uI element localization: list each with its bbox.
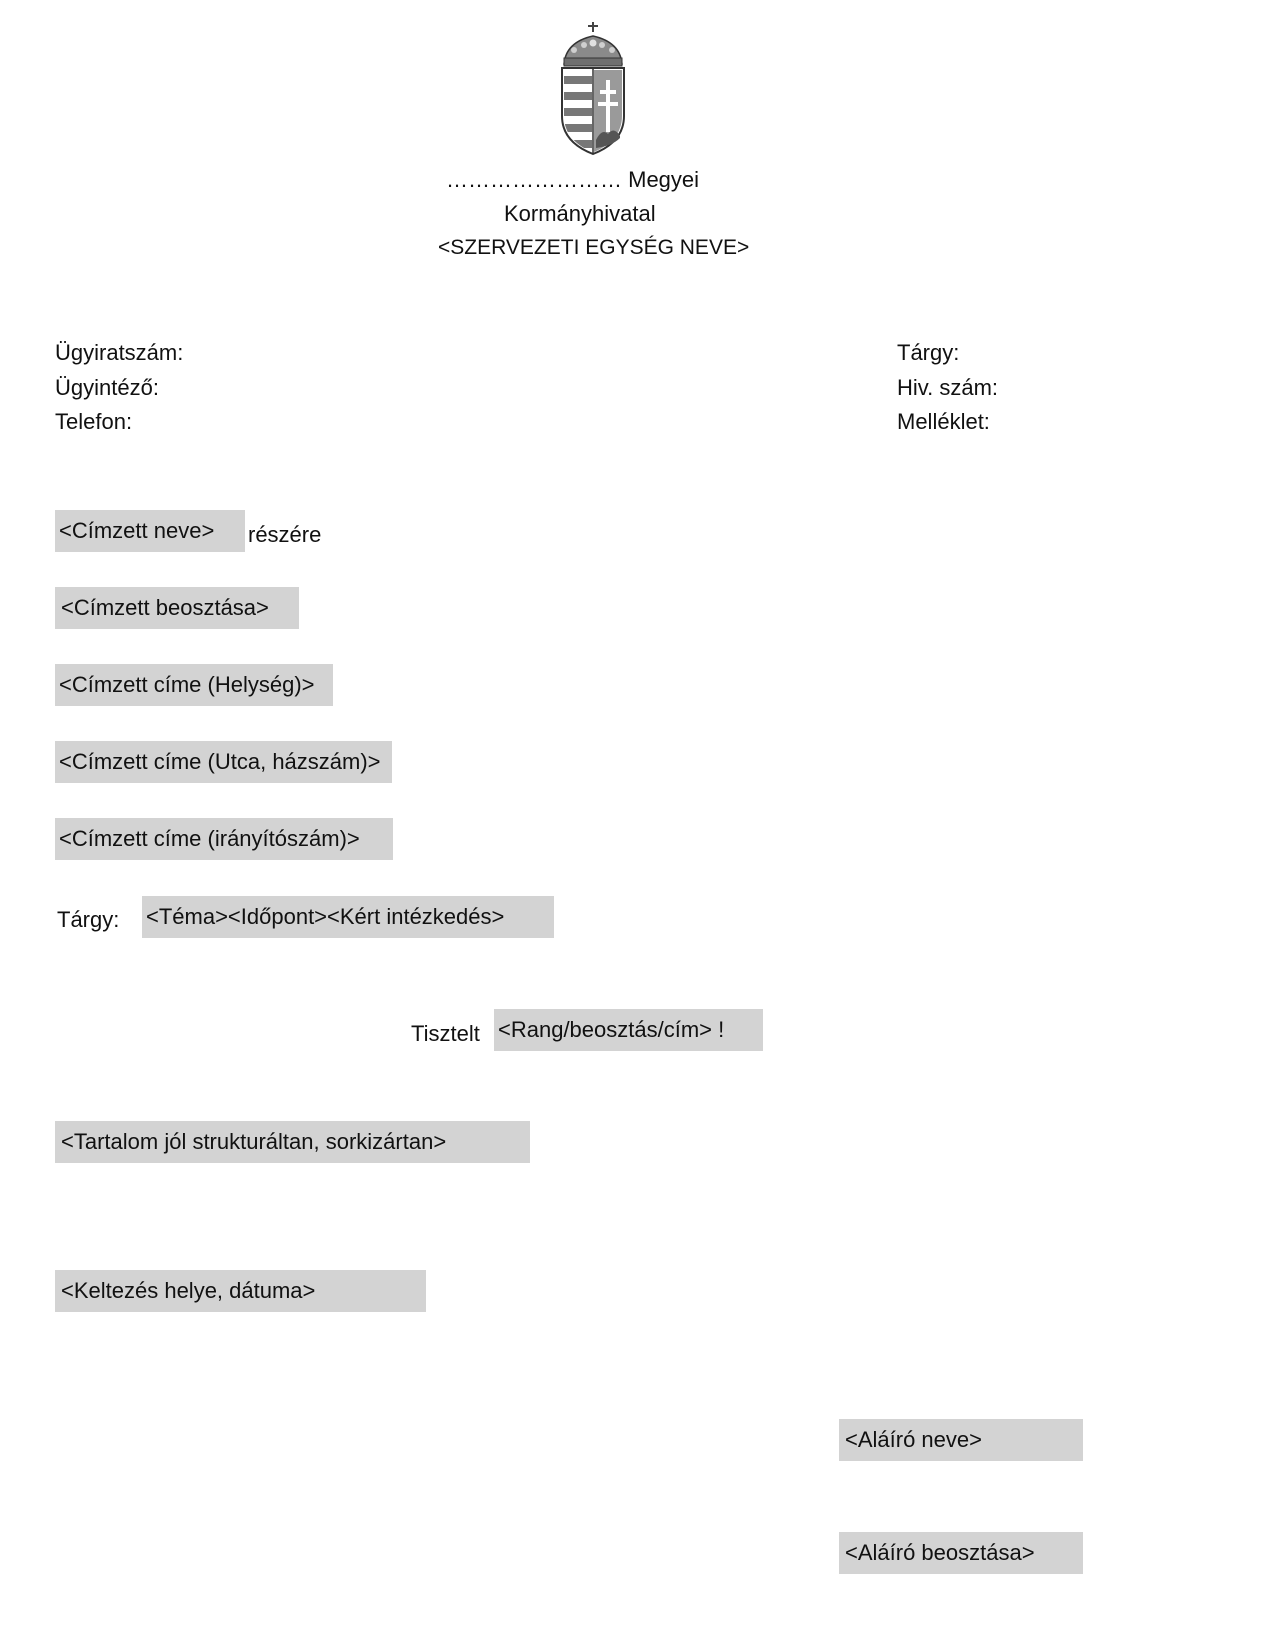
- signer-name-field[interactable]: <Aláíró neve>: [839, 1419, 1083, 1461]
- handler-label: Ügyintéző:: [55, 375, 159, 400]
- case-number-label: Ügyiratszám:: [55, 340, 184, 365]
- content-field[interactable]: <Tartalom jól strukturáltan, sorkizártan>: [55, 1121, 530, 1163]
- recipient-name-field[interactable]: <Címzett neve>: [55, 510, 245, 552]
- org-unit-name: <SZERVEZETI EGYSÉG NEVE>: [438, 236, 750, 259]
- subject-label: Tárgy:: [57, 907, 120, 932]
- subject-meta-label: Tárgy:: [897, 340, 960, 365]
- date-place-field[interactable]: <Keltezés helye, dátuma>: [55, 1270, 426, 1312]
- recipient-street-field[interactable]: <Címzett címe (Utca, házszám)>: [55, 741, 392, 783]
- org-name-line2: Kormányhivatal: [504, 201, 656, 226]
- reference-number-label: Hiv. szám:: [897, 375, 999, 400]
- salutation-field[interactable]: <Rang/beosztás/cím> !: [494, 1009, 763, 1051]
- recipient-name-suffix: részére: [248, 522, 322, 547]
- coat-of-arms-icon: [556, 20, 630, 158]
- recipient-city-field[interactable]: <Címzett címe (Helység)>: [55, 664, 333, 706]
- subject-field[interactable]: <Téma><Időpont><Kért intézkedés>: [142, 896, 554, 938]
- signer-position-field[interactable]: <Aláíró beosztása>: [839, 1532, 1083, 1574]
- salutation-prefix: Tisztelt: [411, 1021, 480, 1046]
- recipient-zip-field[interactable]: <Címzett címe (irányítószám)>: [55, 818, 393, 860]
- phone-label: Telefon:: [55, 409, 133, 434]
- recipient-position-field[interactable]: <Címzett beosztása>: [55, 587, 299, 629]
- org-name-line1: …………………… Megyei: [446, 167, 700, 192]
- attachment-label: Melléklet:: [897, 409, 990, 434]
